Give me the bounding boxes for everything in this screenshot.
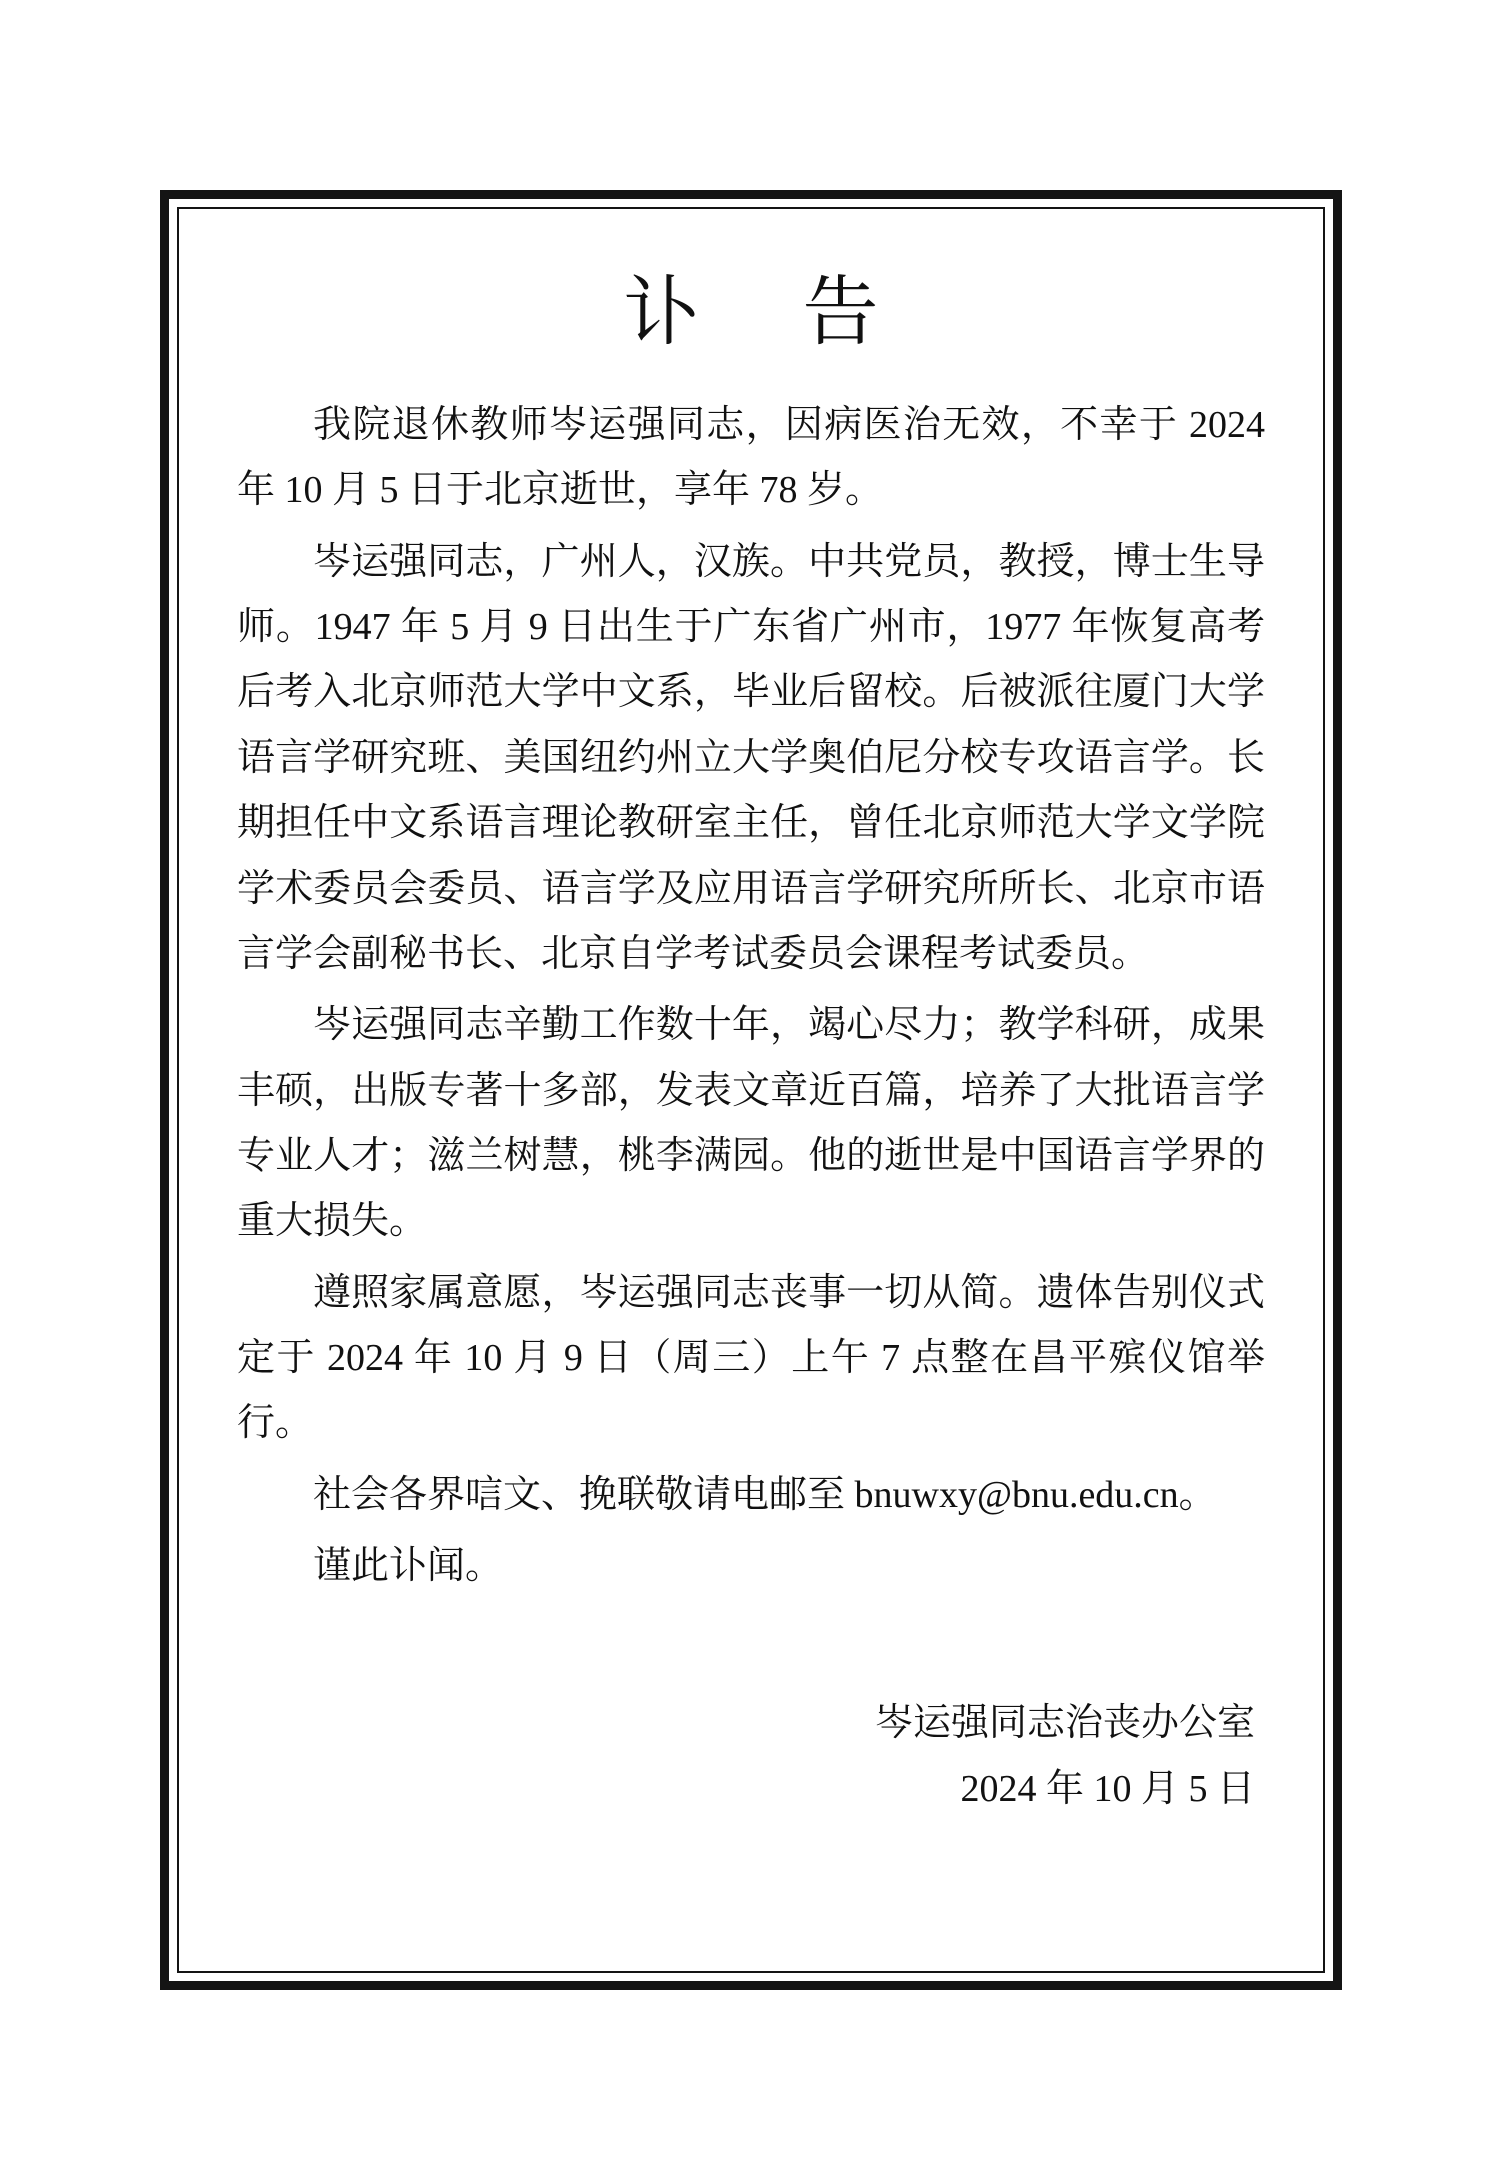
signature-block xyxy=(237,1691,1265,1822)
paragraph-closing: 谨此讣闻。 xyxy=(313,1545,504,1588)
paragraph-achievements: 岑运强同志辛勤工作数十年，竭心尽力；教学科研，成果丰硕，出版专著十多部，发表文章近百篇，培养了大批语言学专业人才；滋兰树慧，桃李满园。他的逝世是中国语言学界的重大损失。 xyxy=(237,1004,1265,1243)
obituary-content xyxy=(179,209,1323,1971)
paragraph-funeral-arrangements: 遵照家属意愿，岑运强同志丧事一切从简。遗体告别仪式定于 2024 年 10 月 9 日（周三）上午 7 点整在昌平殡仪馆举行。 xyxy=(237,1271,1265,1445)
signature-date: 2024 年 10 月 5 日 xyxy=(960,1767,1255,1810)
paragraph-condolence-email: 社会各界唁文、挽联敬请电邮至 bnuwxy@bnu.edu.cn。 xyxy=(313,1473,1217,1516)
paragraph-death-announcement: 我院退休教师岑运强同志，因病医治无效，不幸于 2024 年 10 月 5 日于北京逝世，享年 78 岁。 xyxy=(237,404,1265,512)
signature-office: 岑运强同志治丧办公室 xyxy=(874,1702,1255,1745)
page-title: 讣 告 xyxy=(623,271,921,355)
obituary-frame xyxy=(160,190,1342,1990)
paragraph-biography: 岑运强同志，广州人，汉族。中共党员，教授，博士生导师。1947 年 5 月 9 日出生于广东省广州市，1977 年恢复高考后考入北京师范大学中文系，毕业后留校。后被派往厦门大学语言学研究班、美国纽约州立大学奥伯尼分校专攻语言学。长期担任中文系语言理论教研室主任，曾任北京师范大学文学院学术委员会委员、语言学及应用语言学研究所所长、北京市语言学会副秘书长、北京自学考试委员会课程考试委员。 xyxy=(237,540,1265,975)
obituary-frame-inner-border xyxy=(177,207,1325,1973)
